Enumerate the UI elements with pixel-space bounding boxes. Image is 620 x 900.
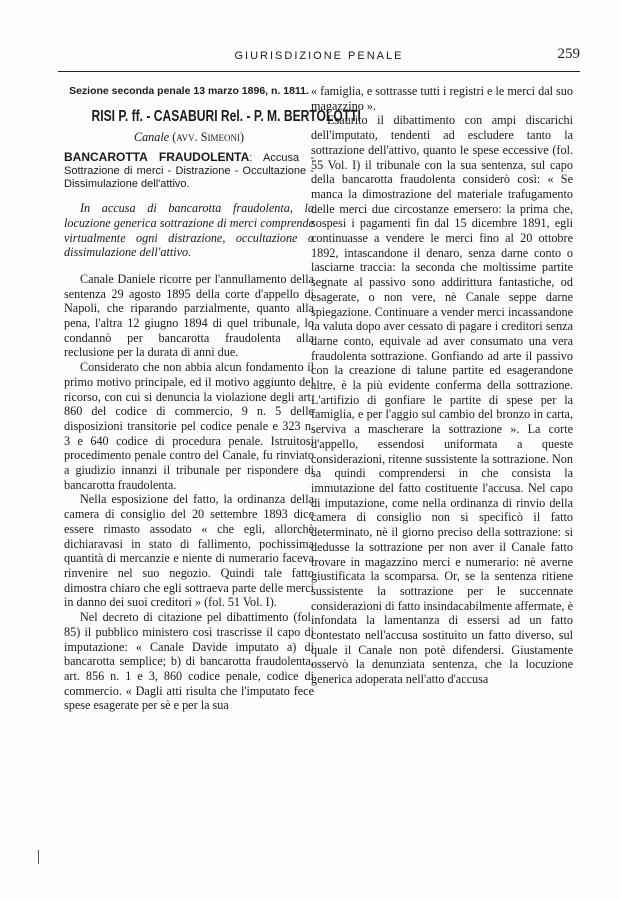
page-number: 259 — [557, 46, 580, 62]
counsel-role: (avv. Simeoni) — [172, 130, 245, 145]
paragraph: « famiglia, e sottrasse tutti i registri e le merci dal suo magazzino ». — [311, 84, 573, 113]
session-line: Sezione seconda penale 13 marzo 1896, n. 1811. — [69, 85, 309, 97]
left-column — [64, 84, 361, 713]
paragraph: Considerato che non abbia alcun fondamento il primo motivo principale, ed il motivo aggiunto del ricorso, con cui si denuncia la violazione degli art. 860 del codice di commercio, 9 n. 5 delle disposizioni transitorie pel codice penale e 323 n. 3 e 640 codice di procedura penale. Istruitosi procedimento penale contro del Canale, fu rinviato a giudizio innanzi il tribunale per rispondere di bancarotta fraudolenta. — [64, 360, 314, 492]
summary-title: BANCAROTTA FRAUDOLENTA — [64, 150, 250, 165]
margin-mark — [38, 850, 39, 864]
paragraph: Canale Daniele ricorre per l'annullamento della sentenza 29 agosto 1895 della corte d'appello di Napoli, che riparando parzialmente, quanto alla pena, l'altra 12 giugno 1894 di quel tribunale, lo condannò per bancarotta fraudolenta alla reclusione per la durata di anni due. — [64, 271, 314, 360]
paragraph: Nel decreto di citazione pel dibattimento (fol. 85) il pubblico ministero così trascrisse il capo di imputazione: « Canale Davide imputato a) di bancarotta semplice; b) di bancarotta fraudolenta, art. 856 n. 1 e 3, 860 codice penale, codice di commercio. « Dagli atti risulta che l'imputato fece spese esagerate per sè e per la sua — [64, 610, 314, 713]
parties-line: RISI P. ff. - CASABURI Rel. - P. M. BERTOLOTTI — [91, 107, 361, 125]
header-rule — [58, 71, 580, 72]
page-header — [58, 46, 580, 68]
summary-text: : Accusa - Sottrazione di merci - Distrazione - Occultazione - Dissimulazione dell'attivo. — [64, 152, 314, 191]
paragraph: Nella esposizione del fatto, la ordinanza della camera di consiglio del 20 settembre 1893 dice essere rimasto assodato « che egli, allorchè dichiaravasi in stato di fallimento, pochissima quantità di mercanzie e niente di numerario faceva rinvenire nel suo negozio. Quindi tale fatto dimostra chiaro che egli sottraeva parte delle merci in danno dei suoi creditori » (fol. 51 Vol. I). — [64, 492, 314, 610]
counsel-line — [64, 130, 314, 145]
right-column — [311, 84, 573, 687]
case-summary — [64, 151, 314, 191]
running-title: GIURISDIZIONE PENALE — [234, 50, 404, 62]
counsel-name: Canale — [133, 130, 170, 145]
legal-maxim: In accusa di bancarotta fraudolenta, la locuzione generica sottrazione di merci comprende virtualmente ogni distrazione, occultazione o dissimulazione dell'attivo. — [64, 201, 314, 260]
paragraph: Esaurito il dibattimento con ampi discarichi dell'imputato, tendenti ad escludere tanto la sottrazione dell'attivo, quanto le spese eccessive (fol. 55 Vol. I) il tribunale con la sua sentenza, sul capo della bancarotta fraudolenta considerò così: « Se manca la dimostrazione del materiale trafugamento delle merci due circostanze emersero: la prima che, sospesi i pagamenti fin dal 15 dicembre 1891, egli continuasse a vendere le merci fino al 20 ottobre 1892, intascandone il denaro, senza darne conto o lasciarne traccia: la seconda che moltissime partite segnate al passivo sono addirittura fantastiche, od esagerate, o non vere, nè Canale seppe darne spiegazione. Continuare a vender merci incassandone la valuta dopo aver cessato di pagare i creditori senza darne conto, equivale ad aver consumato una vera fraudolenta sottrazione. Gonfiando ad arte il passivo con la creazione di talune partite ed esagerandone altre, è la più evidente conferma della sottrazione. L'artifizio di gonfiare le partite di spese per la famiglia, e per l'aggio sul cambio del bronzo in carta, serviva a mascherare la sottrazione ». La corte d'appello, essendosi uniformata a queste considerazioni, ritenne sussistente la sottrazione. Non sa quindi comprendersi in che consista la immutazione del fatto costituente l'accusa. Nel capo di imputazione, come nella ordinanza di rinvio della camera di consiglio non si specificò il fatto determinato, nè il giorno preciso della sottrazione: si dedusse la sottrazione per non aver il Canale fatto trovare in magazzino merci e numerario: nè averne giustificata la scomparsa. Or, se la sentenza ritiene sussistente la sottrazione per le succennate considerazioni di fatto insindacabilmente affermate, è infondata la lamentanza di essersi ad un fatto contestato nell'accusa sostituito un fatto diverso, sul quale il Canale non potè difendersi. Giustamente osservò la denunziata sentenza, che la locuzione generica adoperata nell'atto d'accusa — [311, 113, 573, 687]
